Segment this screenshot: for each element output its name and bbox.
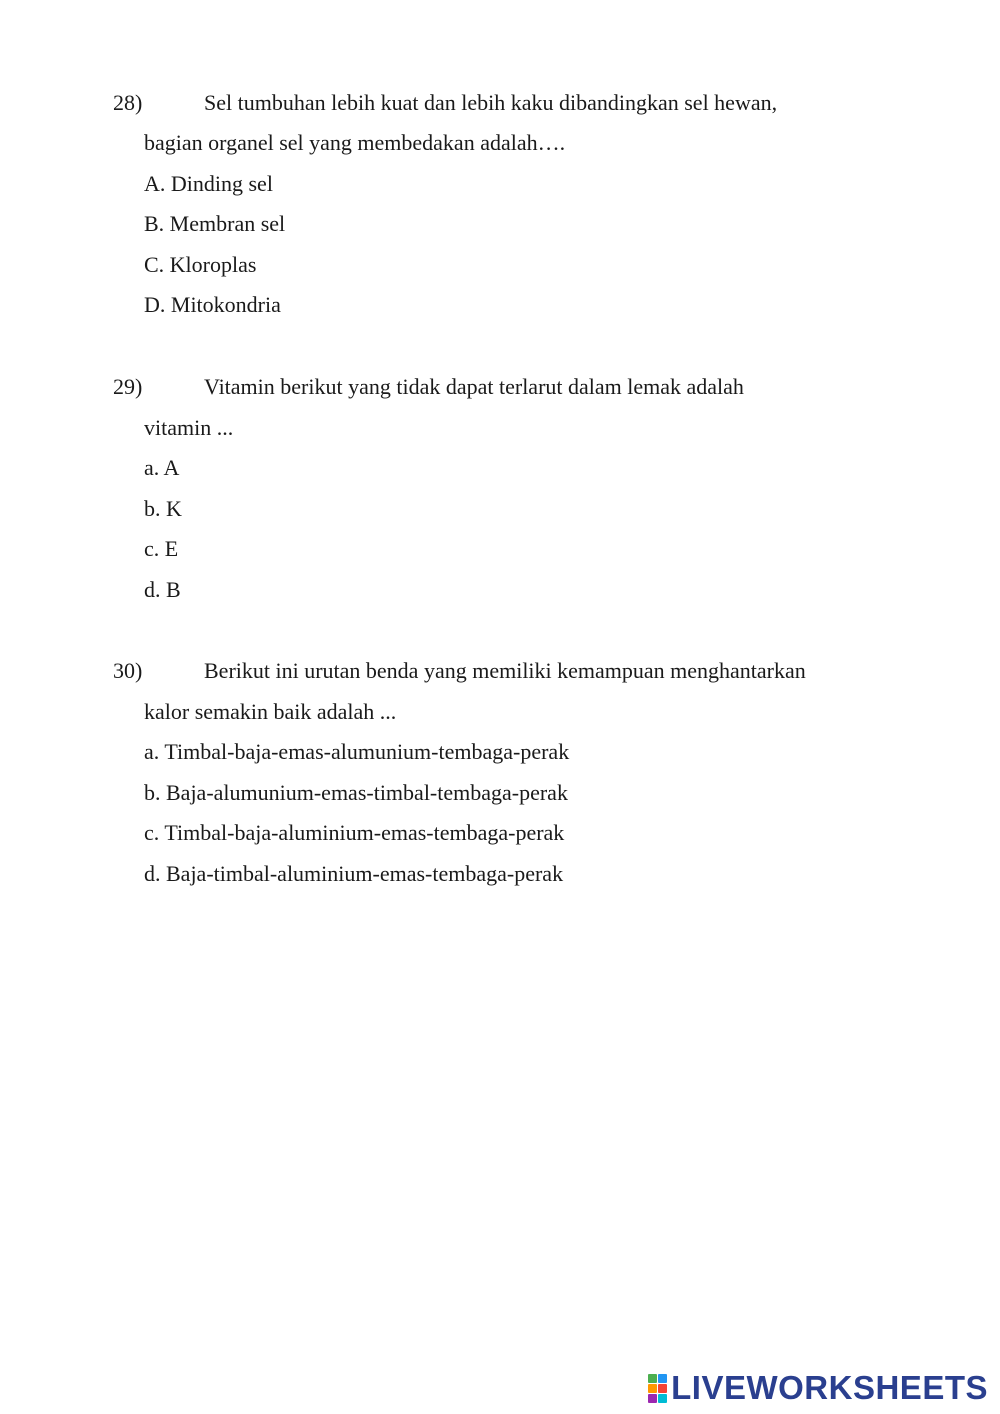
option-a[interactable]: a. A [144,455,180,480]
option-d[interactable]: D. Mitokondria [144,292,281,317]
option-b[interactable]: B. Membran sel [144,211,286,236]
option-c[interactable]: C. Kloroplas [144,252,257,277]
liveworksheets-logo-icon [648,1374,667,1403]
option-c[interactable]: c. E [144,536,179,561]
logo-icon-square [658,1394,667,1403]
liveworksheets-brand-text: LIVEWORKSHEETS [671,1369,988,1406]
question-text-line1: Berikut ini urutan benda yang memiliki kemampuan menghantarkan [204,658,806,683]
option-a[interactable]: A. Dinding sel [144,171,273,196]
option-b[interactable]: b. Baja-alumunium-emas-timbal-tembaga-perak [144,780,568,805]
option-d[interactable]: d. Baja-timbal-aluminium-emas-tembaga-perak [144,861,564,886]
logo-icon-square [648,1374,657,1383]
logo-icon-square [658,1374,667,1383]
logo-icon-square [648,1394,657,1403]
question-text-line2: kalor semakin baik adalah ... [144,699,397,724]
liveworksheets-logo[interactable] [648,1370,988,1406]
logo-icon-square [648,1384,657,1393]
question-number: 30) [113,658,143,683]
question-number: 28) [113,90,143,115]
question-text-line2: bagian organel sel yang membedakan adalah…. [144,130,566,155]
question-text-line1: Vitamin berikut yang tidak dapat terlarut dalam lemak adalah [204,374,744,399]
logo-icon-square [658,1384,667,1393]
option-c[interactable]: c. Timbal-baja-aluminium-emas-tembaga-perak [144,820,565,845]
question-number: 29) [113,374,143,399]
option-d[interactable]: d. B [144,577,181,602]
option-b[interactable]: b. K [144,496,182,521]
question-text-line2: vitamin ... [144,415,234,440]
option-a[interactable]: a. Timbal-baja-emas-alumunium-tembaga-perak [144,739,570,764]
question-text-line1: Sel tumbuhan lebih kuat dan lebih kaku dibandingkan sel hewan, [204,90,778,115]
